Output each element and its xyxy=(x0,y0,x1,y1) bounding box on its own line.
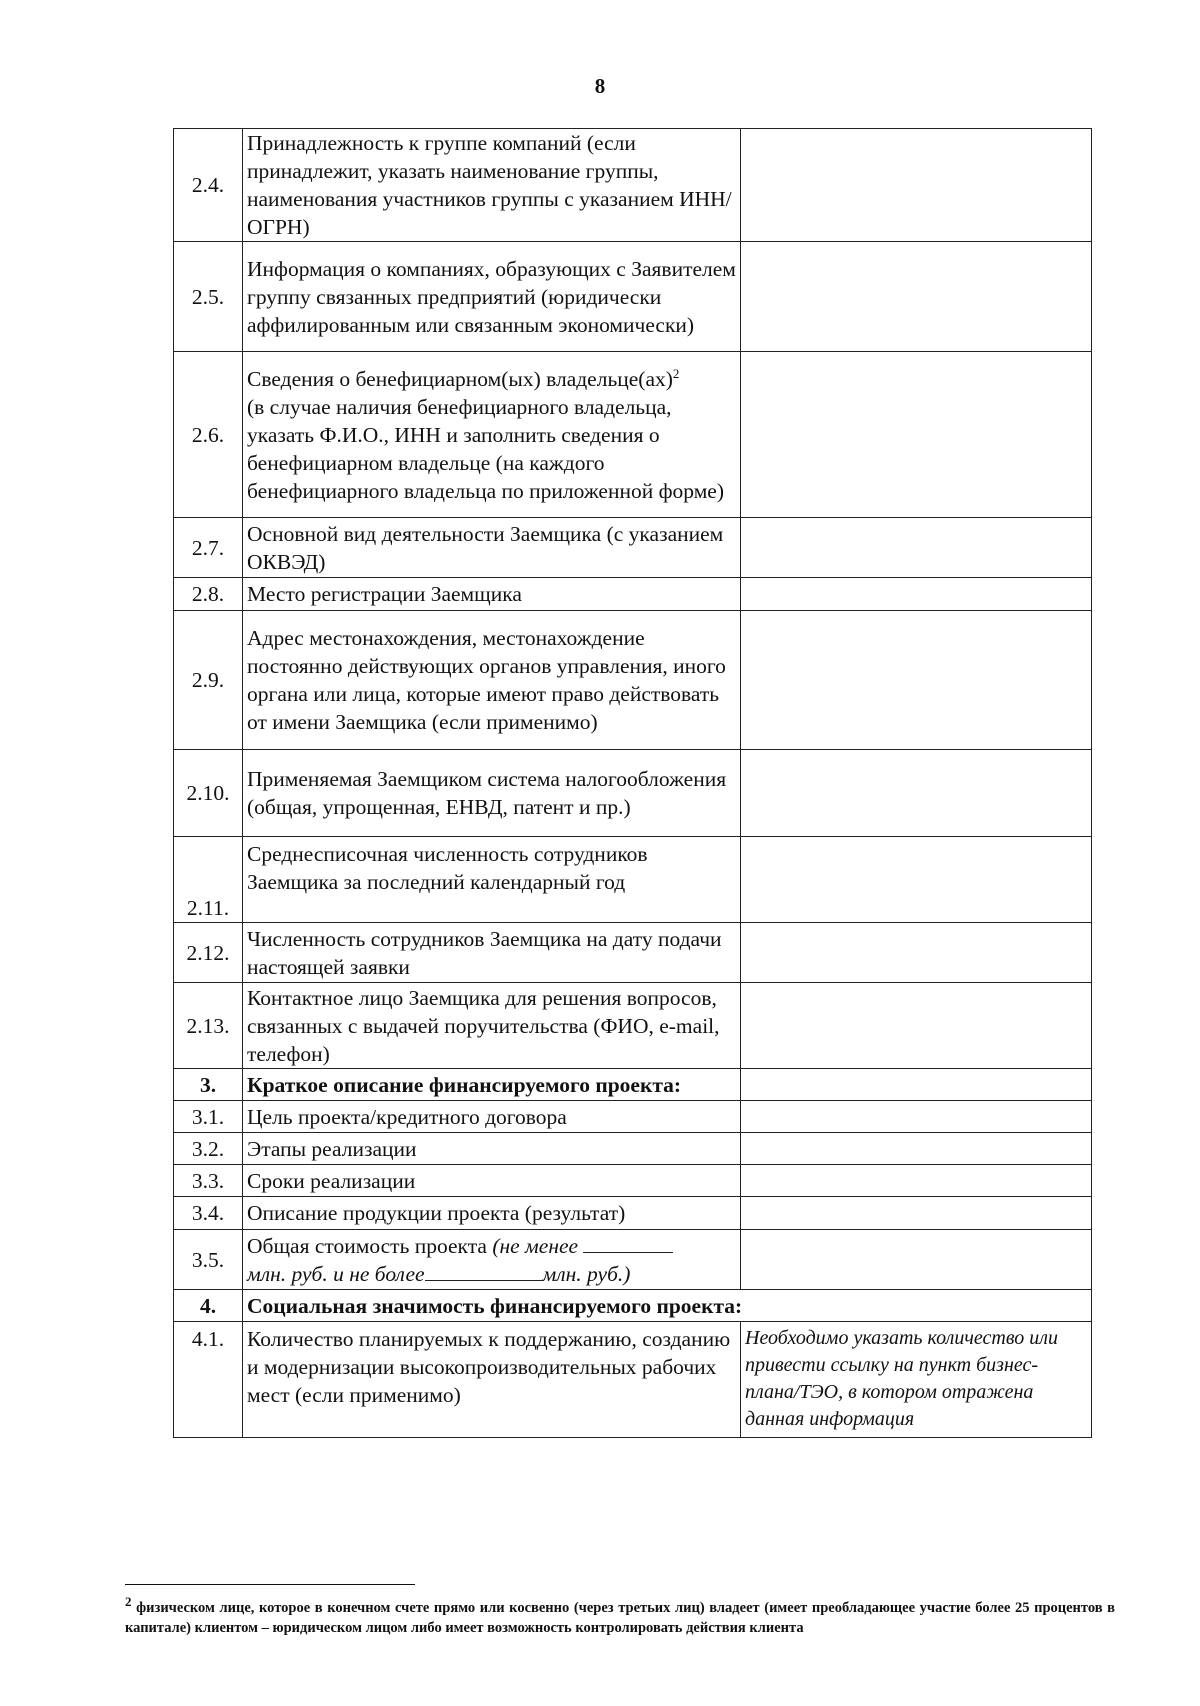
application-form-table xyxy=(173,128,1092,1438)
table-row xyxy=(174,923,1092,983)
section-number: 3. xyxy=(174,1069,243,1101)
row-label: Контактное лицо Заемщика для решения вопросов, связанных с выдачей поручительства (ФИО, e-mail, телефон) xyxy=(243,983,741,1069)
section-title: Краткое описание финансируемого проекта: xyxy=(243,1069,741,1101)
section-number: 4. xyxy=(174,1290,243,1322)
row-label: Применяемая Заемщиком система налогообложения (общая, упрощенная, ЕНВД, патент и пр.) xyxy=(243,750,741,837)
row-number: 2.13. xyxy=(174,983,243,1069)
row-label xyxy=(243,1230,741,1290)
table-row xyxy=(174,578,1092,611)
row-label: Этапы реализации xyxy=(243,1133,741,1165)
row-label-part: млн. руб. и не более xyxy=(247,1261,425,1286)
row-label: Количество планируемых к поддержанию, созданию и модернизации высокопроизводительных рабочих мест (если применимо) xyxy=(243,1322,741,1438)
table-row xyxy=(174,1197,1092,1230)
section-row xyxy=(174,1069,1092,1101)
page-number: 8 xyxy=(594,74,606,98)
row-label: Место регистрации Заемщика xyxy=(243,578,741,611)
row-label: Адрес местонахождения, местонахождение постоянно действующих органов управления, иного органа или лица, которые имеют право действовать от имени Заемщика (если применимо) xyxy=(243,611,741,750)
row-label: Среднесписочная численность сотрудников Заемщика за последний календарный год xyxy=(243,837,741,923)
table-row xyxy=(174,1230,1092,1290)
row-number: 2.12. xyxy=(174,923,243,983)
fill-in-blank[interactable] xyxy=(425,1280,543,1281)
row-value-cell[interactable] xyxy=(741,1165,1092,1197)
row-value-hint[interactable]: Необходимо указать количество или привести ссылку на пункт бизнес-плана/ТЭО, в котором отражена данная информация xyxy=(741,1322,1092,1438)
row-value-cell[interactable] xyxy=(741,242,1092,352)
footnote-marker: 2 xyxy=(125,1594,132,1610)
footnote-text: физическом лице, которое в конечном счете прямо или косвенно (через третьих лиц) владеет (имеет преобладающее участие более 25 процентов в капитале) клиентом – юридическом лицом либо имеет возможность контролировать действия клиента xyxy=(125,1600,1115,1636)
row-value-cell[interactable] xyxy=(741,750,1092,837)
table-row xyxy=(174,1133,1092,1165)
row-number: 3.2. xyxy=(174,1133,243,1165)
row-value-cell[interactable] xyxy=(741,1230,1092,1290)
footnote-reference: 2 xyxy=(672,365,680,381)
row-number: 2.11. xyxy=(174,837,243,923)
footnote-separator xyxy=(125,1584,415,1585)
row-value-cell[interactable] xyxy=(741,1197,1092,1230)
row-label-main: Сведения о бенефициарном(ых) владельце(ах) xyxy=(247,366,673,391)
table-row xyxy=(174,518,1092,578)
fill-in-blank[interactable] xyxy=(583,1252,673,1253)
row-number: 4.1. xyxy=(174,1322,243,1438)
row-label-part: (не менее xyxy=(492,1233,579,1258)
row-number: 2.9. xyxy=(174,611,243,750)
row-label-detail: (в случае наличия бенефициарного владельца, указать Ф.И.О., ИНН и заполнить сведения о бенефициарном владельце (на каждого бенефициарного владельца по приложенной форме) xyxy=(247,394,724,503)
table-row xyxy=(174,837,1092,923)
table-row xyxy=(174,983,1092,1069)
row-number: 2.4. xyxy=(174,129,243,242)
row-value-cell[interactable] xyxy=(741,1133,1092,1165)
row-number: 2.10. xyxy=(174,750,243,837)
row-label-part: Общая стоимость проекта xyxy=(247,1233,487,1258)
row-label: Основной вид деятельности Заемщика (с указанием ОКВЭД) xyxy=(243,518,741,578)
row-label: Сроки реализации xyxy=(243,1165,741,1197)
table-row xyxy=(174,352,1092,518)
table-row xyxy=(174,750,1092,837)
row-label xyxy=(243,352,741,518)
row-label: Описание продукции проекта (результат) xyxy=(243,1197,741,1230)
section-title: Социальная значимость финансируемого проекта: xyxy=(243,1290,1092,1322)
row-value-cell[interactable] xyxy=(741,1101,1092,1133)
row-label-part: млн. руб.) xyxy=(542,1261,631,1286)
row-value-cell[interactable] xyxy=(741,352,1092,518)
row-number: 2.8. xyxy=(174,578,243,611)
row-number: 2.6. xyxy=(174,352,243,518)
table-row xyxy=(174,1101,1092,1133)
footnote xyxy=(125,1594,1115,1638)
row-number: 2.5. xyxy=(174,242,243,352)
row-value-cell[interactable] xyxy=(741,578,1092,611)
row-number: 2.7. xyxy=(174,518,243,578)
row-label: Принадлежность к группе компаний (если принадлежит, указать наименование группы, наименования участников группы с указанием ИНН/ОГРН) xyxy=(243,129,741,242)
table-row xyxy=(174,1165,1092,1197)
table-row xyxy=(174,611,1092,750)
row-value-cell[interactable] xyxy=(741,611,1092,750)
row-label: Численность сотрудников Заемщика на дату подачи настоящей заявки xyxy=(243,923,741,983)
table-row xyxy=(174,1322,1092,1438)
row-number: 3.5. xyxy=(174,1230,243,1290)
row-value-cell[interactable] xyxy=(741,129,1092,242)
table-row xyxy=(174,129,1092,242)
row-label: Цель проекта/кредитного договора xyxy=(243,1101,741,1133)
row-number: 3.3. xyxy=(174,1165,243,1197)
row-number: 3.1. xyxy=(174,1101,243,1133)
row-number: 3.4. xyxy=(174,1197,243,1230)
row-value-cell[interactable] xyxy=(741,837,1092,923)
row-value-cell[interactable] xyxy=(741,1069,1092,1101)
row-value-cell[interactable] xyxy=(741,923,1092,983)
row-value-cell[interactable] xyxy=(741,983,1092,1069)
section-row xyxy=(174,1290,1092,1322)
row-value-cell[interactable] xyxy=(741,518,1092,578)
table-row xyxy=(174,242,1092,352)
row-label: Информация о компаниях, образующих с Заявителем группу связанных предприятий (юридически аффилированным или связанным экономически) xyxy=(243,242,741,352)
